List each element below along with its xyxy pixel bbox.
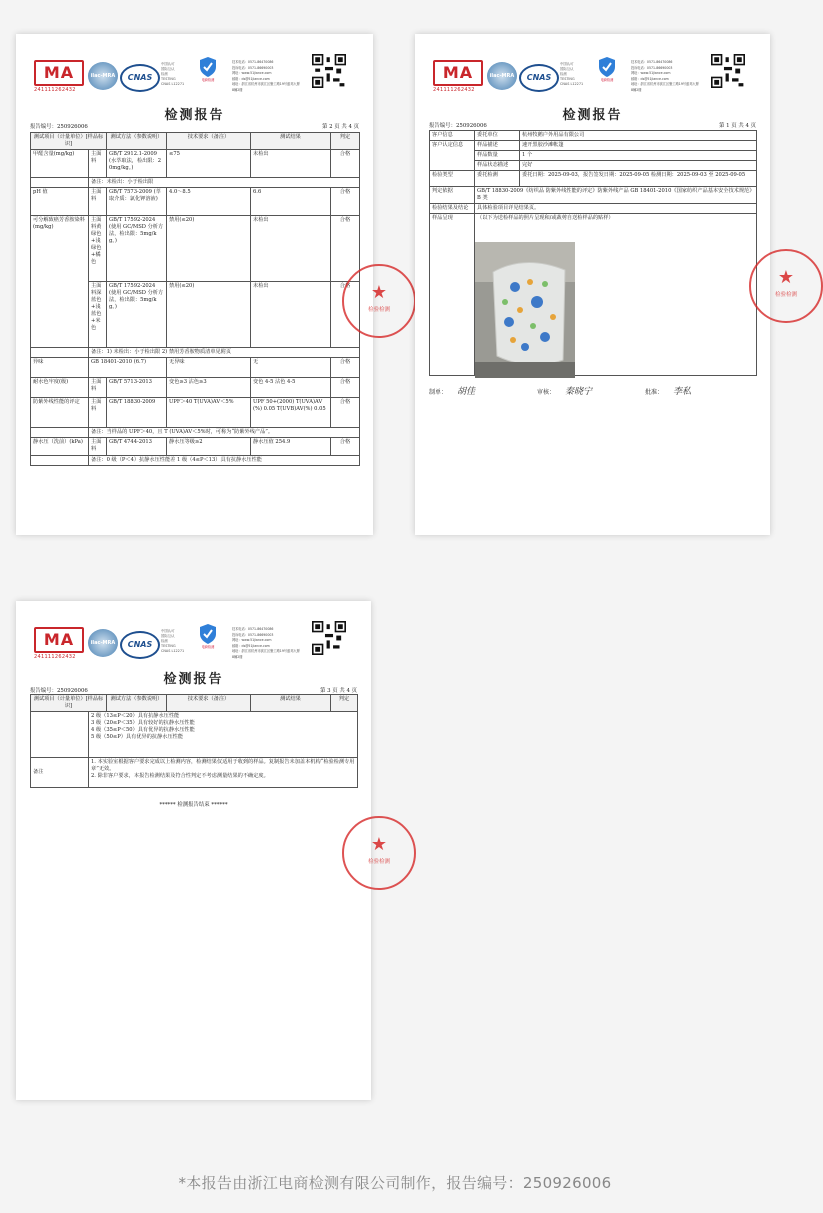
shield-check-icon: 电商检测 — [593, 56, 621, 90]
continued-table — [30, 694, 358, 788]
table-row — [430, 171, 757, 187]
col-header: 测试结果 — [251, 133, 331, 150]
grade-list — [89, 712, 358, 758]
table-header-row — [31, 133, 360, 150]
col-header: 测试方法（参数说明） — [107, 133, 167, 150]
result-cell: 6.6 — [251, 188, 331, 216]
col-header: 判定 — [331, 133, 360, 150]
req-cell: 无异味 — [167, 358, 251, 378]
method-cell: GB/T 7573-2009 (萃取介质：氯化钾溶液) — [107, 188, 167, 216]
method-cell: GB/T 4744-2013 — [107, 438, 167, 456]
req-cell: UPF＞40 T(UVA)AV＜5% — [167, 398, 251, 428]
shield-check-icon: 电商检测 — [194, 623, 222, 657]
table-row — [31, 712, 358, 758]
result-cell: 无 — [251, 358, 331, 378]
label-cell: 客户信息 — [430, 131, 475, 141]
remark-cell — [89, 758, 358, 788]
table-row — [430, 161, 757, 171]
sub-cell: 样品数量 — [475, 151, 520, 161]
table-row — [430, 141, 757, 151]
req-cell: 变色≥3 沾色≥3 — [167, 378, 251, 398]
table-row — [430, 151, 757, 161]
judge-cell: 合格 — [331, 188, 360, 216]
red-seal-stamp: ★ 检验检测 — [749, 249, 823, 323]
report-title: 检测报告 — [163, 672, 224, 687]
cnas-logo: CNAS — [120, 64, 160, 92]
result-cell: 未检出 — [251, 216, 331, 282]
table-row — [31, 398, 360, 428]
result-cell: 未检出 — [251, 282, 331, 348]
table-row — [31, 456, 360, 466]
table-row — [31, 216, 360, 282]
accreditation-text: 中国认可 国际互认 检测 TESTING CNAS L12271 — [161, 62, 185, 86]
result-cell: UPF 50+(2000) T(UVA)AV(%) 0.05 T(UVB)AV(%) 0.05 — [251, 398, 331, 428]
footer-note: *本报告由浙江电商检测有限公司制作，报告编号：250926006 — [178, 1174, 612, 1192]
sub-cell: 委托单位 — [475, 131, 520, 141]
judge-cell: 合格 — [331, 398, 360, 428]
report-header — [16, 34, 373, 98]
mark-cell: 主面料黄绿色+浅绿色+橘色 — [89, 216, 107, 282]
method-cell: GB/T 18830-2009 — [107, 398, 167, 428]
cnas-logo: CNAS — [120, 631, 160, 659]
grade-line: 2 级（13≤P＜20）具有抗静水压性能 — [91, 713, 180, 719]
method-cell: GB 18401-2010 (6.7) — [89, 358, 167, 378]
item-cell: 耐水色牢度(级) — [31, 378, 89, 398]
red-seal-stamp: ★ 检验检测 — [342, 264, 416, 338]
table-row — [31, 428, 360, 438]
label-cell: 检验类型 — [430, 171, 475, 187]
mark-cell: 主面料 — [89, 398, 107, 428]
contact-info: 技术电话：0571-86470086 投诉电话：0571-86690003 网址：www.51jiance.com 邮箱：ds@51jiance.com 地址：浙江省杭州市滨江区聚工路19号盛邦大厦 8幢2楼 — [232, 60, 300, 92]
value-cell: 具体检验项目详见结果页。 — [475, 204, 757, 214]
sub-cell: 委托检测 — [475, 171, 520, 187]
col-header: 测试结果 — [251, 695, 331, 712]
page-number: 第 1 页 共 4 页 — [719, 123, 756, 129]
item-cell: 可分解致癌芳香胺染料(mg/kg) — [31, 216, 89, 348]
contact-info: 技术电话：0571-86470086 投诉电话：0571-86690003 网址：www.51jiance.com 邮箱：ds@51jiance.com 地址：浙江省杭州市滨江区聚工路19号盛邦大厦 8幢2楼 — [232, 627, 300, 659]
judge-cell: 合格 — [331, 282, 360, 348]
label-cell: 检验结果及结论 — [430, 204, 475, 214]
qr-code-icon — [312, 54, 346, 88]
remark-line: 1. 本实验室根据客户要求完成以上检测内容，检测结果仅适用于收到的样品。复制报告未加盖本机构“检验检测专用章”无效。 — [91, 759, 355, 772]
mark-cell: 主面料 — [89, 150, 107, 178]
item-cell: pH 值 — [31, 188, 89, 216]
grade-line: 5 级（50≤P）具有优异的抗静水压性能 — [91, 734, 184, 740]
mark-cell: 主面料 — [89, 188, 107, 216]
report-page-1 — [415, 34, 797, 535]
col-header: 判定 — [331, 695, 358, 712]
ilac-mra-logo: ilac-MRA — [88, 62, 118, 90]
ma-logo: MA 241111262432 — [34, 60, 90, 90]
col-header: 技术要求（备注） — [167, 133, 251, 150]
sample-photo — [475, 242, 575, 378]
value-cell: 杭州牧鹅户外用品有限公司 — [520, 131, 757, 141]
note-cell: 备注：0 级（P＜4）抗静水压性能差 1 级（4≤P＜13）具有抗静水压性能 — [89, 456, 360, 466]
ilac-mra-logo: ilac-MRA — [487, 62, 517, 90]
signature-maker: 制单： 胡佳 — [429, 387, 476, 397]
table-row — [31, 188, 360, 216]
table-header-row — [31, 695, 358, 712]
report-title: 检测报告 — [164, 108, 225, 123]
label-cell: 样品呈现 — [430, 214, 475, 376]
req-cell: 禁用(≤20) — [167, 216, 251, 282]
col-header: 技术要求（备注） — [167, 695, 251, 712]
table-row — [31, 348, 360, 358]
report-header — [16, 601, 371, 665]
qr-code-icon — [312, 621, 346, 655]
cnas-logo: CNAS — [519, 64, 559, 92]
value-cell: 完好 — [520, 161, 757, 171]
sub-cell: 样品状态描述 — [475, 161, 520, 171]
req-cell: ≤75 — [167, 150, 251, 178]
table-row — [31, 178, 360, 188]
label-cell: 客户认定信息 — [430, 141, 475, 171]
grade-line: 4 级（35≤P＜50）具有优异的抗静水压性能 — [91, 727, 195, 733]
item-cell: 防紫外线性能的评定 — [31, 398, 89, 428]
req-cell: 4.0～8.5 — [167, 188, 251, 216]
judge-cell: 合格 — [331, 216, 360, 282]
report-title: 检测报告 — [562, 108, 623, 123]
note-cell: 备注：未检出：小于检出限 — [89, 178, 360, 188]
report-header — [415, 34, 770, 98]
value-cell: 1 个 — [520, 151, 757, 161]
item-cell: 异味 — [31, 358, 89, 378]
table-row — [31, 378, 360, 398]
table-row — [430, 131, 757, 141]
judge-cell: 合格 — [331, 358, 360, 378]
accreditation-text: 中国认可 国际互认 检测 TESTING CNAS L12271 — [560, 62, 584, 86]
value-cell: 委托日期：2025-09-03，报告签发日期：2025-09-05 检测日期：2025-09-03 至 2025-09-05 — [520, 171, 757, 187]
note-cell: 备注：1) 未检出：小于检出限 2) 禁用芳香胺物质清单见附页 — [89, 348, 360, 358]
method-cell: GB/T 2912.1-2009 (水萃取法，检出限：20mg/kg。) — [107, 150, 167, 178]
method-cell: GB/T 17592-2024 (使用 GC/MSD 分析方法，检出限：5mg/kg。) — [107, 216, 167, 282]
table-row — [430, 187, 757, 204]
item-cell: 甲醛含量(mg/kg) — [31, 150, 89, 178]
col-header: 测试方法（参数说明） — [107, 695, 167, 712]
table-row — [430, 204, 757, 214]
sub-cell: 样品描述 — [475, 141, 520, 151]
report-meta: 报告编号：250926006 第 3 页 共 4 页 — [30, 688, 357, 694]
report-page-2 — [16, 34, 390, 535]
item-cell: 静水压（洗前）(kPa) — [31, 438, 89, 456]
result-cell: 变色 4-5 沾色 4-5 — [251, 378, 331, 398]
judge-cell: 合格 — [331, 150, 360, 178]
value-cell: （以下为送检样品的照片呈现和/或裁剪自送检样品的贴样） — [475, 214, 757, 376]
signature-approver: 批准： 李私 — [645, 387, 692, 397]
req-cell: 禁用(≤20) — [167, 282, 251, 348]
test-results-table — [30, 132, 360, 466]
accreditation-text: 中国认可 国际互认 检测 TESTING CNAS L12271 — [161, 629, 185, 653]
value-cell: 速开黑胶沙滩帐篷 — [520, 141, 757, 151]
shield-check-icon: 电商检测 — [194, 56, 222, 90]
page-number: 第 3 页 共 4 页 — [320, 688, 357, 694]
ma-logo: MA 241111262432 — [34, 627, 90, 657]
mark-cell: 主面料 — [89, 378, 107, 398]
red-seal-stamp: ★ 检验检测 — [342, 816, 416, 890]
table-row — [31, 358, 360, 378]
table-row — [31, 758, 358, 788]
note-cell: 备注：当样品的 UPF＞40，且 T (UVA)AV＜5%时，可称为“防紫外线产品”。 — [89, 428, 360, 438]
mark-cell: 主面料深蓝色+浅蓝色+米色 — [89, 282, 107, 348]
report-meta: 报告编号：250926006 第 1 页 共 4 页 — [429, 123, 756, 129]
remark-line: 2. 除非客户要求，本报告检测结果及符合性判定不考虑测量结果的不确定度。 — [91, 773, 269, 779]
judge-cell: 合格 — [331, 438, 360, 456]
table-row — [31, 150, 360, 178]
remark-label: 备注 — [31, 758, 89, 788]
ilac-mra-logo: ilac-MRA — [88, 629, 118, 657]
ma-logo: MA 241111262432 — [433, 60, 489, 90]
method-cell: GB/T 5713-2013 — [107, 378, 167, 398]
qr-code-icon — [711, 54, 745, 88]
report-page-3 — [16, 601, 390, 1100]
req-cell: 静水压等级≥2 — [167, 438, 251, 456]
signature-reviewer: 审核： 秦晓宁 — [537, 387, 593, 397]
value-cell: GB/T 18830-2009《纺织品 防紫外线性能的评定》防紫外线产品 GB 18401-2010《国家纺织产品基本安全技术规范》B 类 — [475, 187, 757, 204]
page-number: 第 2 页 共 4 页 — [322, 124, 359, 130]
label-cell: 判定依据 — [430, 187, 475, 204]
col-header: 测试项目（计量单位）[样品标识] — [31, 695, 107, 712]
judge-cell: 合格 — [331, 378, 360, 398]
result-cell: 静水压值 254.9 — [251, 438, 331, 456]
grade-line: 3 级（20≤P＜35）具有较好的抗静水压性能 — [91, 720, 195, 726]
col-header: 测试项目（计量单位）[样品标识] — [31, 133, 107, 150]
mark-cell: 主面料 — [89, 438, 107, 456]
result-cell: 未检出 — [251, 150, 331, 178]
report-meta: 报告编号：250926006 第 2 页 共 4 页 — [30, 124, 359, 130]
report-end-mark: ****** 检测报告结束 ****** — [159, 802, 228, 808]
table-row — [31, 438, 360, 456]
method-cell: GB/T 17592-2024 (使用 GC/MSD 分析方法，检出限：5mg/kg。) — [107, 282, 167, 348]
contact-info: 技术电话：0571-86470086 投诉电话：0571-86690003 网址：www.51jiance.com 邮箱：ds@51jiance.com 地址：浙江省杭州市滨江区聚工路19号盛邦大厦 8幢2楼 — [631, 60, 699, 92]
